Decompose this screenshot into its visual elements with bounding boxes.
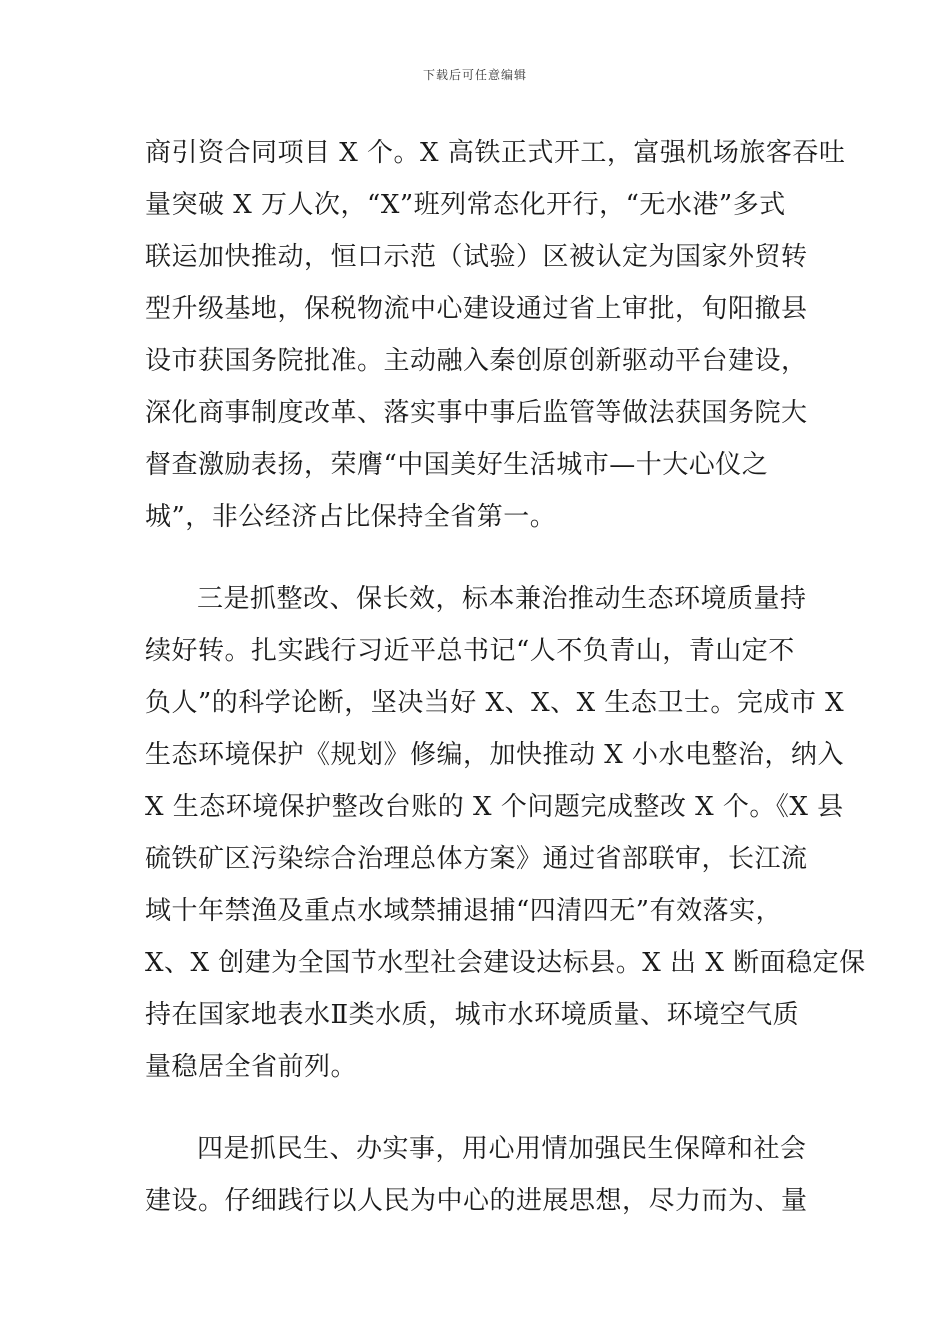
- text-line: X、X 创建为全国节水型社会建设达标县。X 出 X 断面稳定保: [145, 948, 866, 978]
- text-line: 四是抓民生、办实事，用心用情加强民生保障和社会: [197, 1134, 807, 1164]
- text-line: 生态环境保护《规划》修编，加快推动 X 小水电整治，纳入: [145, 740, 845, 770]
- paragraph-3: [145, 1123, 815, 1227]
- text-line: 型升级基地，保税物流中心建设通过省上审批，旬阳撤县: [145, 294, 808, 324]
- text-line: 三是抓整改、保长效，标本兼治推动生态环境质量持: [197, 584, 807, 614]
- text-line: X 生态环境保护整改台账的 X 个问题完成整改 X 个。《X 县: [145, 792, 844, 822]
- text-line: 联运加快推动，恒口示范（试验）区被认定为国家外贸转: [145, 242, 808, 272]
- text-line: 域十年禁渔及重点水域禁捕退捕“四清四无”有效落实，: [145, 896, 783, 926]
- text-line: 城”，非公经济占比保持全省第一。: [145, 502, 557, 532]
- text-line: 持在国家地表水Ⅱ类水质，城市水环境质量、环境空气质: [145, 1000, 800, 1030]
- paragraph-2: [145, 573, 866, 1093]
- text-line: 建设。仔细践行以人民为中心的进展思想，尽力而为、量: [145, 1186, 808, 1216]
- text-line: 量稳居全省前列。: [145, 1052, 358, 1082]
- text-line: 硫铁矿区污染综合治理总体方案》通过省部联审，长江流: [145, 844, 808, 874]
- text-line: 商引资合同项目 X 个。X 高铁正式开工，富强机场旅客吞吐: [145, 138, 846, 168]
- text-line: 督查激励表扬，荣膺“中国美好生活城市—十大心仪之: [145, 450, 769, 480]
- paragraph-1: [145, 127, 846, 543]
- text-line: 续好转。扎实践行习近平总书记“人不负青山，青山定不: [145, 636, 795, 666]
- page-header: 下载后可任意编辑: [422, 68, 527, 82]
- text-line: 负人”的科学论断，坚决当好 X、X、X 生态卫士。完成市 X: [145, 688, 845, 718]
- text-line: 设市获国务院批准。主动融入秦创原创新驱动平台建设，: [145, 346, 808, 376]
- text-line: 量突破 X 万人次，“X”班列常态化开行，“无水港”多式: [145, 190, 786, 220]
- text-line: 深化商事制度改革、落实事中事后监管等做法获国务院大: [145, 398, 808, 428]
